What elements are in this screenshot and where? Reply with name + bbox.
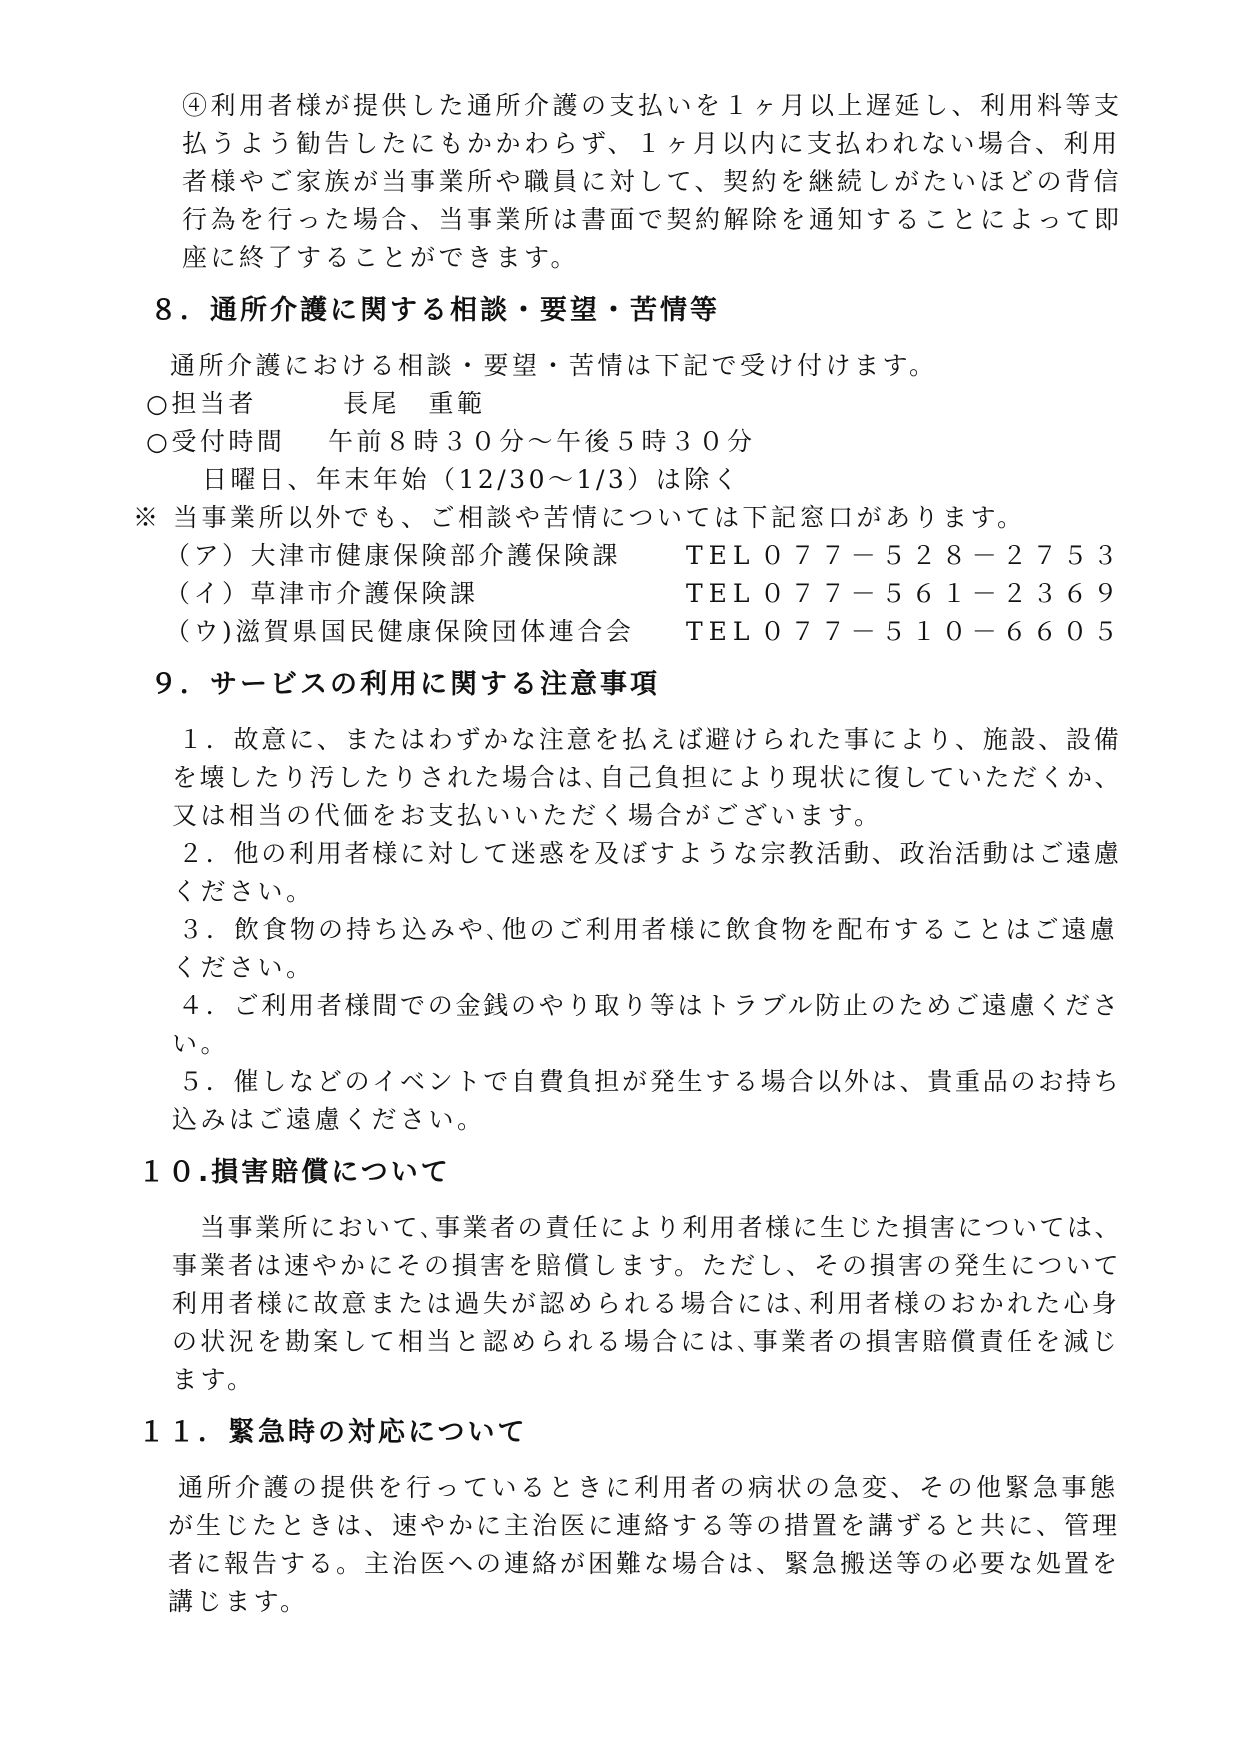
office-name: （ア）大津市健康保険部介護保険課: [165, 541, 622, 570]
other-contacts-note: ※ 当事業所以外でも、ご相談や苦情については下記窓口があります。: [133, 503, 1026, 532]
damages-line: 事業者は速やかにその損害を賠償します。ただし、その損害の発生について: [172, 1251, 1122, 1280]
section-9-heading: ９．サービスの利用に関する注意事項: [150, 669, 660, 700]
office-name: （ウ)滋賀県国民健康保険団体連合会: [165, 617, 635, 646]
tel-label: TEL: [686, 541, 756, 570]
emergency-line: 者に報告する。主治医への連絡が困難な場合は、緊急搬送等の必要な処置を: [168, 1549, 1121, 1578]
damages-line: 利用者様に故意または過失が認められる場合には､利用者様のおかれた心身: [172, 1289, 1121, 1318]
clause-line: 払うよう勧告したにもかかわらず、１ヶ月以内に支払われない場合、利用: [182, 129, 1121, 158]
damages-line: 当事業所において､事業者の責任により利用者様に生じた損害については、: [200, 1213, 1123, 1242]
damages-line: ます。: [172, 1365, 256, 1394]
notice-line: 込みはご遠慮ください。: [172, 1105, 486, 1134]
notice-line: ３．飲食物の持ち込みや､他のご利用者様に飲食物を配布することはご遠慮: [178, 915, 1118, 944]
clause-line: 行為を行った場合、当事業所は書面で契約解除を通知することによって即: [182, 205, 1123, 234]
closed-days: 日曜日、年末年始（12/30～1/3）は除く: [202, 465, 742, 494]
clause-line: 者様やご家族が当事業所や職員に対して、契約を継続しがたいほどの背信: [182, 167, 1123, 196]
office-name: （イ）草津市介護保険課: [165, 579, 479, 608]
notice-line: ください。: [172, 953, 315, 982]
office-tel: ０７７－５６１－２３６９: [760, 579, 1124, 608]
section-10-heading: １０.損害賠償について: [138, 1157, 451, 1188]
notice-line: い。: [172, 1029, 230, 1058]
notice-line: ５．催しなどのイベントで自費負担が発生する場合以外は、貴重品のお持ち: [178, 1067, 1122, 1096]
hours-value: 午前８時３０分～午後５時３０分: [328, 427, 756, 456]
notice-line: １．故意に、またはわずかな注意を払えば避けられた事により、施設、設備: [178, 725, 1122, 754]
clause-line: 座に終了することができます。: [182, 243, 580, 272]
hours-label: ○受付時間: [146, 427, 286, 456]
contact-name: 長尾 重範: [343, 389, 486, 418]
clause-line: ④利用者様が提供した通所介護の支払いを１ヶ月以上遅延し、利用料等支: [182, 91, 1123, 120]
office-tel: ０７７－５２８－２７５３: [760, 541, 1124, 570]
section-8-intro: 通所介護における相談・要望・苦情は下記で受け付けます。: [170, 351, 938, 380]
office-tel: ０７７－５１０－６６０５: [760, 617, 1124, 646]
notice-line: を壊したり汚したりされた場合は､自己負担により現状に復していただくか、: [172, 763, 1123, 792]
notice-line: ４．ご利用者様間での金銭のやり取り等はトラブル防止のためご遠慮くださ: [178, 991, 1121, 1020]
contact-label: ○担当者: [146, 389, 257, 418]
damages-line: の状況を勘案して相当と認められる場合には､事業者の損害賠償責任を減じ: [172, 1327, 1121, 1356]
section-11-heading: １１．緊急時の対応について: [138, 1417, 528, 1448]
emergency-line: 講じます。: [168, 1587, 309, 1616]
notice-line: ２．他の利用者様に対して迷惑を及ぼすような宗教活動、政治活動はご遠慮: [178, 839, 1122, 868]
notice-line: ください。: [172, 877, 315, 906]
section-8-heading: ８．通所介護に関する相談・要望・苦情等: [150, 295, 720, 326]
tel-label: TEL: [686, 579, 756, 608]
notice-line: 又は相当の代価をお支払いいただく場合がございます。: [172, 801, 883, 830]
tel-label: TEL: [686, 617, 756, 646]
emergency-line: 通所介護の提供を行っているときに利用者の病状の急変、その他緊急事態: [178, 1473, 1119, 1502]
emergency-line: が生じたときは、速やかに主治医に連絡する等の措置を講ずると共に、管理: [168, 1511, 1121, 1540]
